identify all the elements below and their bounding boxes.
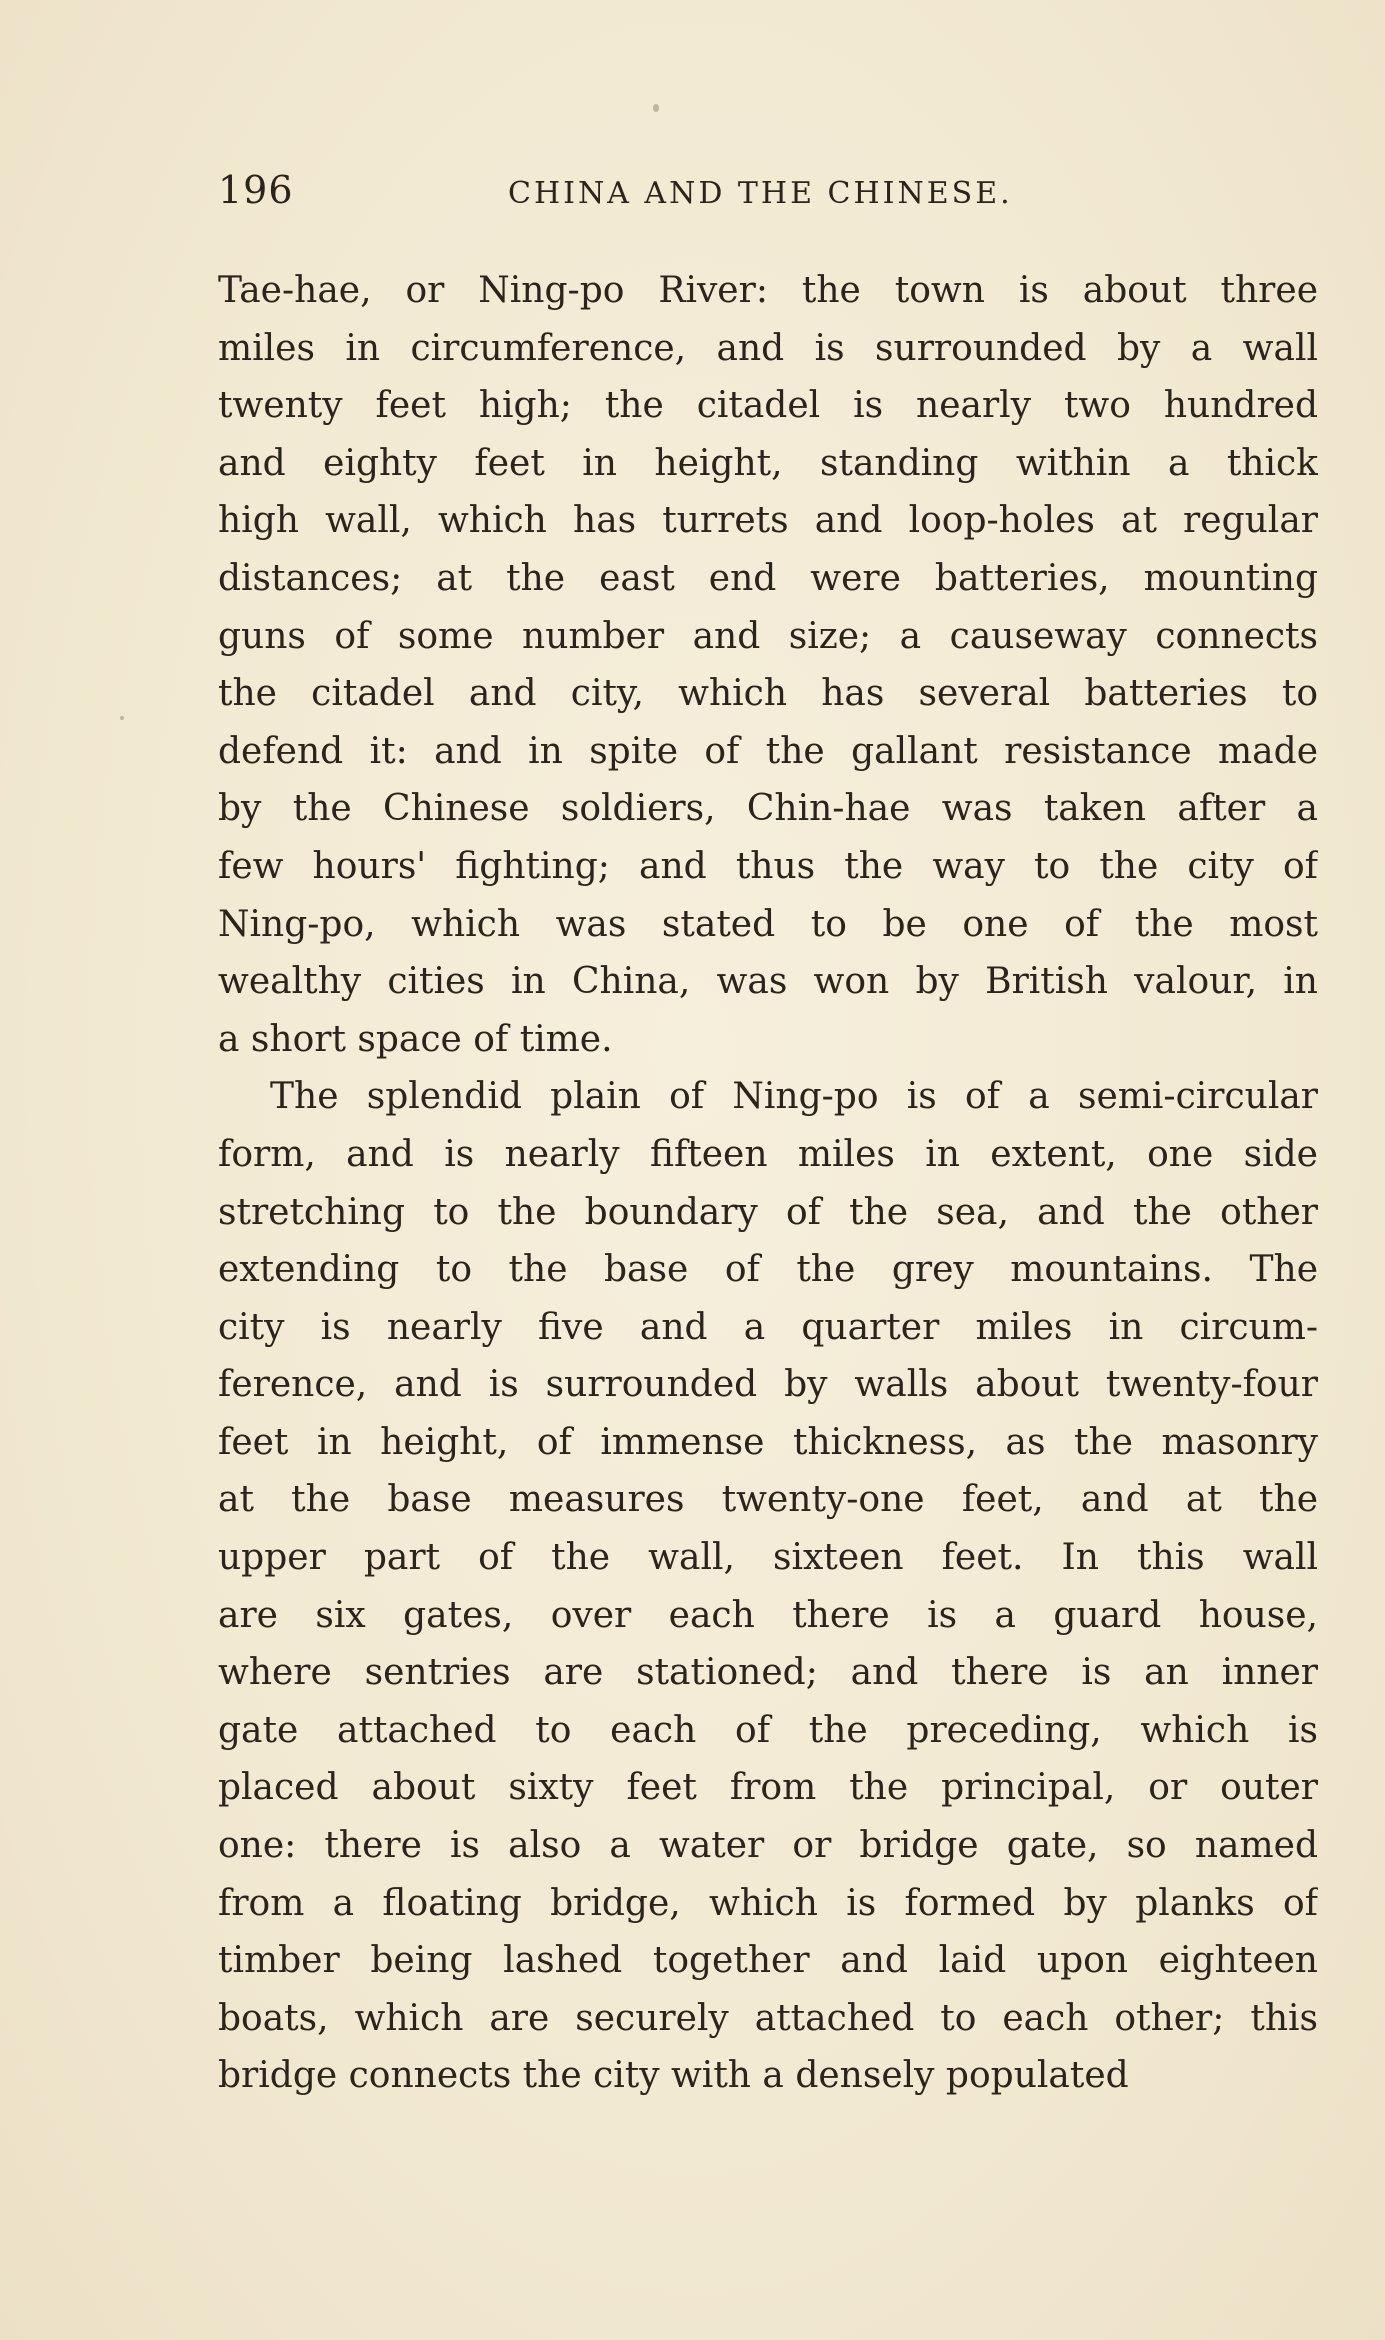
text-line: feet in height, of immense thickness, as the masonry [218,1421,1318,1463]
text-line: high wall, which has turrets and loop-holes at regular [218,500,1318,542]
text-line: city is nearly five and a quarter miles in circum- [218,1306,1318,1348]
paper-speck [653,104,659,112]
text-line: one: there is also a water or bridge gate, so named [218,1825,1318,1867]
text-line: upper part of the wall, sixteen feet. In this wall [218,1537,1318,1579]
paper-speck [120,716,124,720]
text-line: boats, which are securely attached to each other; this [218,1997,1318,2039]
text-line: Ning-po, which was stated to be one of the most [218,903,1318,945]
text-line: where sentries are stationed; and there is an inner [218,1652,1318,1694]
text-line: few hours' fighting; and thus the way to the city of [218,845,1318,887]
text-line: Tae-hae, or Ning-po River: the town is about three [218,270,1318,311]
text-line: the citadel and city, which has several batteries to [218,673,1318,715]
text-line: guns of some number and size; a causeway connects [218,615,1318,657]
paragraph-2 [218,1068,1318,2105]
paragraph-1 [218,262,1318,1068]
text-line: The splendid plain of Ning-po is of a semi-circular [270,1076,1318,1118]
text-line: at the base measures twenty-one feet, and at the [218,1479,1318,1521]
text-line: wealthy cities in China, was won by British valour, in [218,961,1318,1003]
text-line: a short space of time. [218,1018,613,1060]
text-line: ference, and is surrounded by walls about twenty-four [218,1364,1318,1406]
body-text [218,262,1318,2105]
text-line: extending to the base of the grey mountains. The [218,1249,1318,1291]
text-line: bridge connects the city with a densely populated [218,2055,1129,2097]
page-number: 196 [218,168,294,212]
text-line: timber being lashed together and laid upon eighteen [218,1940,1318,1982]
text-line: miles in circumference, and is surrounded by a wall [218,327,1318,369]
page-header [218,168,1328,218]
text-line: and eighty feet in height, standing within a thick [218,442,1318,484]
text-line: defend it: and in spite of the gallant resistance made [218,730,1318,772]
text-line: distances; at the east end were batteries, mounting [218,557,1318,599]
text-line: twenty feet high; the citadel is nearly two hundred [218,385,1318,427]
text-line: stretching to the boundary of the sea, and the other [218,1191,1318,1233]
text-line: gate attached to each of the preceding, which is [218,1709,1318,1751]
running-title: CHINA AND THE CHINESE. [508,176,1013,211]
text-line: are six gates, over each there is a guard house, [218,1594,1318,1636]
text-line: placed about sixty feet from the principal, or outer [218,1767,1318,1809]
text-line: by the Chinese soldiers, Chin-hae was taken after a [218,788,1318,830]
text-line: form, and is nearly fifteen miles in extent, one side [218,1133,1318,1175]
text-line: from a floating bridge, which is formed by planks of [218,1882,1318,1924]
